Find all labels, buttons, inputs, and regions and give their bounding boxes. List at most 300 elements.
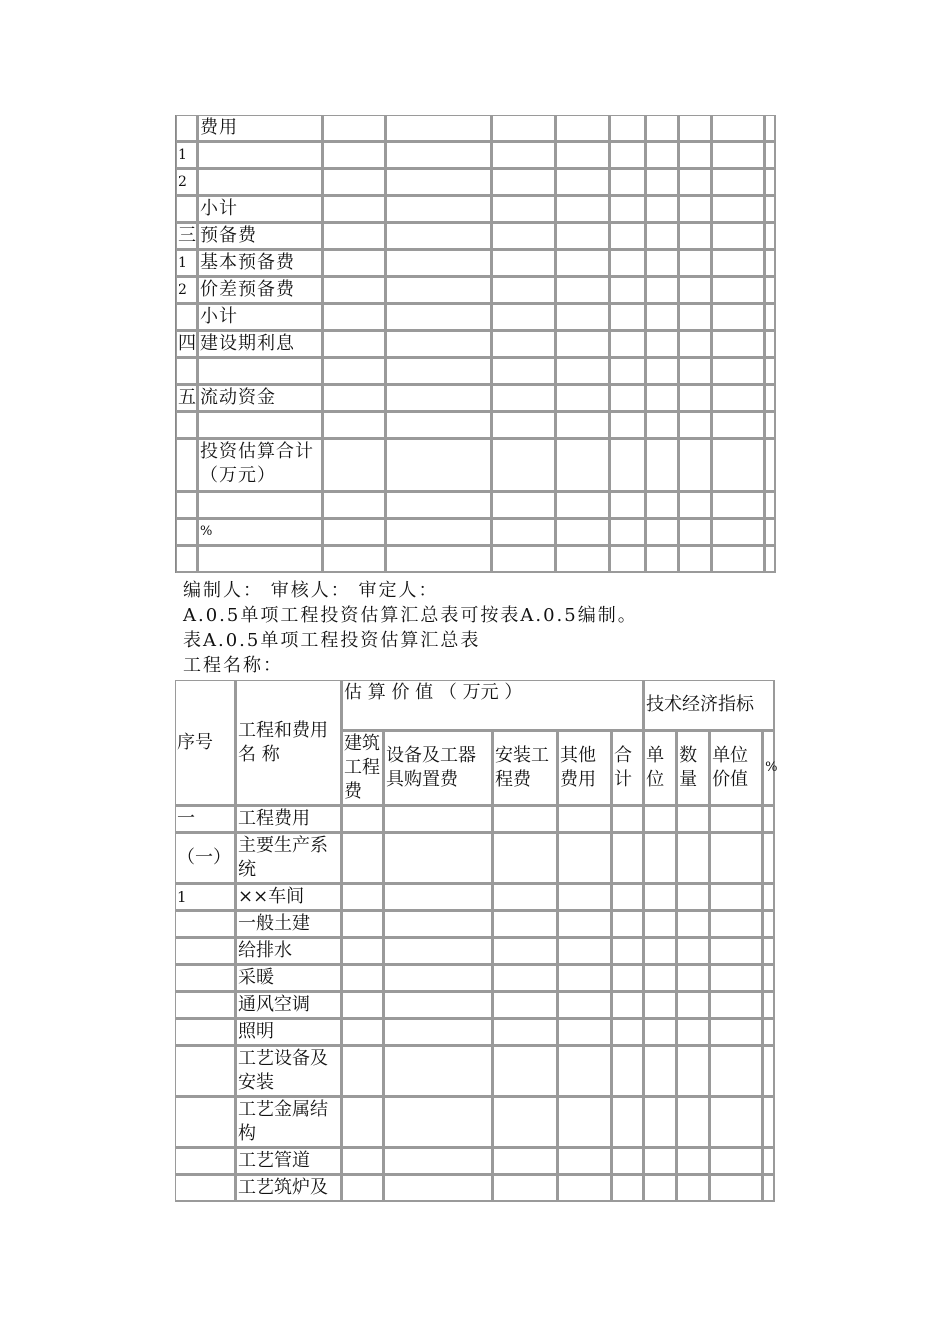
- empty-cell: [710, 1148, 763, 1175]
- table-row: [176, 439, 776, 492]
- table-row: [176, 331, 776, 358]
- row-name: 工程费用: [236, 806, 342, 833]
- empty-cell: [610, 250, 646, 277]
- empty-cell: [644, 806, 677, 833]
- empty-cell: [765, 546, 776, 573]
- row-name: 主要生产系统: [236, 833, 342, 884]
- row-number: [176, 196, 198, 223]
- row-name: [198, 169, 323, 196]
- header-tech-econ-index: 技术经济指标: [644, 680, 775, 731]
- empty-cell: [646, 304, 679, 331]
- empty-cell: [763, 806, 775, 833]
- empty-cell: [644, 1019, 677, 1046]
- table-header: [175, 680, 778, 806]
- empty-cell: [493, 911, 558, 938]
- empty-cell: [556, 358, 610, 385]
- empty-cell: [679, 412, 712, 439]
- empty-cell: [712, 223, 765, 250]
- empty-cell: [646, 546, 679, 573]
- row-number: 1: [176, 250, 198, 277]
- empty-cell: [493, 884, 558, 911]
- empty-cell: [384, 965, 493, 992]
- table-title: 表A.0.5单项工程投资估算汇总表: [183, 630, 481, 651]
- empty-cell: [558, 1148, 612, 1175]
- empty-cell: [712, 519, 765, 546]
- empty-cell: [677, 833, 710, 884]
- header-qty: 数量: [677, 731, 710, 806]
- empty-cell: [493, 833, 558, 884]
- empty-cell: [646, 196, 679, 223]
- empty-cell: [763, 1097, 775, 1148]
- empty-cell: [558, 965, 612, 992]
- empty-cell: [712, 385, 765, 412]
- empty-cell: [646, 331, 679, 358]
- empty-cell: [765, 412, 776, 439]
- empty-cell: [765, 358, 776, 385]
- empty-cell: [492, 115, 556, 142]
- row-number: [176, 115, 198, 142]
- row-name: 流动资金: [198, 385, 323, 412]
- row-number: [176, 304, 198, 331]
- empty-cell: [679, 358, 712, 385]
- empty-cell: [556, 546, 610, 573]
- empty-cell: [558, 1019, 612, 1046]
- empty-cell: [386, 412, 492, 439]
- empty-cell: [677, 1148, 710, 1175]
- empty-cell: [646, 223, 679, 250]
- empty-cell: [644, 1175, 677, 1202]
- empty-cell: [763, 911, 775, 938]
- table-row: [176, 115, 776, 142]
- empty-cell: [646, 492, 679, 519]
- empty-cell: [492, 331, 556, 358]
- empty-cell: [492, 304, 556, 331]
- empty-cell: [493, 1148, 558, 1175]
- header-seq: 序号: [175, 680, 236, 806]
- empty-cell: [612, 884, 644, 911]
- empty-cell: [492, 223, 556, 250]
- empty-cell: [323, 546, 386, 573]
- empty-cell: [556, 492, 610, 519]
- header-building-cost: 建筑工程费: [342, 731, 384, 806]
- empty-cell: [679, 546, 712, 573]
- empty-cell: [612, 806, 644, 833]
- empty-cell: [763, 1175, 775, 1202]
- empty-cell: [323, 385, 386, 412]
- empty-cell: [610, 169, 646, 196]
- empty-cell: [712, 331, 765, 358]
- empty-cell: [386, 331, 492, 358]
- table-row: [176, 169, 776, 196]
- table-row: [176, 304, 776, 331]
- row-name: 工艺管道: [236, 1148, 342, 1175]
- empty-cell: [765, 169, 776, 196]
- empty-cell: [384, 1097, 493, 1148]
- empty-cell: [765, 277, 776, 304]
- empty-cell: [386, 250, 492, 277]
- empty-cell: [765, 519, 776, 546]
- empty-cell: [646, 412, 679, 439]
- row-seq: （一）: [175, 833, 236, 884]
- empty-cell: [679, 519, 712, 546]
- empty-cell: [610, 439, 646, 492]
- empty-cell: [610, 358, 646, 385]
- empty-cell: [763, 1019, 775, 1046]
- signers-line: 编制人： 审核人： 审定人：: [183, 580, 439, 601]
- empty-cell: [492, 196, 556, 223]
- empty-cell: [610, 412, 646, 439]
- empty-cell: [763, 965, 775, 992]
- row-name: [198, 492, 323, 519]
- empty-cell: [677, 806, 710, 833]
- table-row: [175, 1175, 775, 1202]
- row-name: 建设期利息: [198, 331, 323, 358]
- empty-cell: [710, 992, 763, 1019]
- empty-cell: [342, 965, 384, 992]
- row-seq: 一: [175, 806, 236, 833]
- empty-cell: [556, 142, 610, 169]
- empty-cell: [644, 1046, 677, 1097]
- empty-cell: [646, 358, 679, 385]
- empty-cell: [556, 115, 610, 142]
- empty-cell: [492, 412, 556, 439]
- empty-cell: [556, 519, 610, 546]
- empty-cell: [342, 1148, 384, 1175]
- empty-cell: [610, 492, 646, 519]
- empty-cell: [492, 169, 556, 196]
- empty-cell: [677, 1175, 710, 1202]
- row-name: 基本预备费: [198, 250, 323, 277]
- table-row: [176, 519, 776, 546]
- empty-cell: [644, 884, 677, 911]
- empty-cell: [493, 1175, 558, 1202]
- row-name: [198, 546, 323, 573]
- empty-cell: [712, 492, 765, 519]
- table-row: [175, 1097, 775, 1148]
- table-row: [175, 884, 775, 911]
- empty-cell: [323, 304, 386, 331]
- empty-cell: [558, 992, 612, 1019]
- row-number: [176, 439, 198, 492]
- empty-cell: [386, 439, 492, 492]
- empty-cell: [558, 911, 612, 938]
- empty-cell: [558, 833, 612, 884]
- table-row: [176, 142, 776, 169]
- empty-cell: [323, 439, 386, 492]
- empty-cell: [492, 492, 556, 519]
- empty-cell: [612, 938, 644, 965]
- empty-cell: [765, 223, 776, 250]
- empty-cell: [644, 1097, 677, 1148]
- project-name-label: 工程名称：: [183, 655, 283, 676]
- header-install-cost: 安装工程费: [493, 731, 558, 806]
- empty-cell: [710, 911, 763, 938]
- table-row: [175, 992, 775, 1019]
- empty-cell: [493, 806, 558, 833]
- empty-cell: [384, 911, 493, 938]
- table-row: [175, 833, 775, 884]
- row-name: 工艺设备及安装: [236, 1046, 342, 1097]
- empty-cell: [342, 938, 384, 965]
- empty-cell: [644, 992, 677, 1019]
- empty-cell: [646, 439, 679, 492]
- empty-cell: [323, 223, 386, 250]
- row-name: 给排水: [236, 938, 342, 965]
- empty-cell: [386, 277, 492, 304]
- empty-cell: [679, 115, 712, 142]
- empty-cell: [679, 250, 712, 277]
- header-estimate-value: 估 算 价 值 （ 万元 ）: [342, 680, 644, 731]
- table-row: [176, 546, 776, 573]
- empty-cell: [323, 492, 386, 519]
- row-name: 小计: [198, 196, 323, 223]
- row-seq: [175, 1046, 236, 1097]
- empty-cell: [323, 412, 386, 439]
- empty-cell: [612, 965, 644, 992]
- empty-cell: [342, 1097, 384, 1148]
- empty-cell: [342, 1046, 384, 1097]
- header-total: 合计: [612, 731, 644, 806]
- empty-cell: [610, 142, 646, 169]
- empty-cell: [763, 992, 775, 1019]
- empty-cell: [646, 142, 679, 169]
- row-name: 费用: [198, 115, 323, 142]
- empty-cell: [765, 385, 776, 412]
- empty-cell: [765, 115, 776, 142]
- empty-cell: [712, 546, 765, 573]
- empty-cell: [612, 1148, 644, 1175]
- empty-cell: [610, 385, 646, 412]
- row-seq: [175, 1148, 236, 1175]
- empty-cell: [646, 250, 679, 277]
- empty-cell: [710, 938, 763, 965]
- table-row: [175, 1019, 775, 1046]
- empty-cell: [610, 519, 646, 546]
- empty-cell: [677, 1097, 710, 1148]
- empty-cell: [493, 1019, 558, 1046]
- empty-cell: [765, 304, 776, 331]
- empty-cell: [677, 965, 710, 992]
- empty-cell: [558, 1097, 612, 1148]
- empty-cell: [556, 277, 610, 304]
- empty-cell: [679, 492, 712, 519]
- empty-cell: [384, 1175, 493, 1202]
- header-percent: %: [763, 731, 775, 806]
- empty-cell: [556, 412, 610, 439]
- header-unit: 单位: [644, 731, 677, 806]
- empty-cell: [342, 806, 384, 833]
- empty-cell: [644, 1148, 677, 1175]
- empty-cell: [492, 142, 556, 169]
- empty-cell: [386, 358, 492, 385]
- empty-cell: [493, 965, 558, 992]
- row-name: %: [198, 519, 323, 546]
- empty-cell: [612, 1019, 644, 1046]
- table-row: [175, 911, 775, 938]
- empty-cell: [712, 277, 765, 304]
- empty-cell: [558, 938, 612, 965]
- empty-cell: [492, 546, 556, 573]
- empty-cell: [765, 196, 776, 223]
- empty-cell: [612, 1046, 644, 1097]
- empty-cell: [765, 439, 776, 492]
- empty-cell: [763, 1046, 775, 1097]
- row-number: [176, 492, 198, 519]
- empty-cell: [492, 250, 556, 277]
- empty-cell: [712, 169, 765, 196]
- empty-cell: [710, 806, 763, 833]
- empty-cell: [386, 196, 492, 223]
- row-number: 四: [176, 331, 198, 358]
- empty-cell: [342, 1019, 384, 1046]
- row-name: 一般土建: [236, 911, 342, 938]
- empty-cell: [493, 938, 558, 965]
- empty-cell: [323, 142, 386, 169]
- empty-cell: [710, 884, 763, 911]
- empty-cell: [492, 358, 556, 385]
- row-number: 2: [176, 169, 198, 196]
- row-name: 工艺金属结构: [236, 1097, 342, 1148]
- row-seq: [175, 1019, 236, 1046]
- empty-cell: [646, 277, 679, 304]
- empty-cell: [556, 331, 610, 358]
- empty-cell: [323, 277, 386, 304]
- empty-cell: [384, 1019, 493, 1046]
- row-name: 工艺筑炉及: [236, 1175, 342, 1202]
- row-seq: [175, 992, 236, 1019]
- empty-cell: [763, 938, 775, 965]
- row-number: 1: [176, 142, 198, 169]
- empty-cell: [342, 1175, 384, 1202]
- table-row: [176, 358, 776, 385]
- empty-cell: [558, 1175, 612, 1202]
- empty-cell: [323, 358, 386, 385]
- table-row: [176, 250, 776, 277]
- row-name: [198, 142, 323, 169]
- empty-cell: [342, 833, 384, 884]
- row-name: ××车间: [236, 884, 342, 911]
- empty-cell: [644, 965, 677, 992]
- empty-cell: [679, 331, 712, 358]
- empty-cell: [556, 250, 610, 277]
- empty-cell: [556, 439, 610, 492]
- empty-cell: [763, 833, 775, 884]
- empty-cell: [712, 412, 765, 439]
- empty-cell: [342, 884, 384, 911]
- table-row: [176, 196, 776, 223]
- empty-cell: [610, 115, 646, 142]
- row-seq: [175, 1175, 236, 1202]
- empty-cell: [763, 884, 775, 911]
- empty-cell: [612, 992, 644, 1019]
- empty-cell: [612, 911, 644, 938]
- empty-cell: [710, 1046, 763, 1097]
- empty-cell: [556, 196, 610, 223]
- row-name: 照明: [236, 1019, 342, 1046]
- table-note: A.0.5单项工程投资估算汇总表可按表A.0.5编制。: [183, 605, 638, 626]
- empty-cell: [323, 196, 386, 223]
- empty-cell: [384, 806, 493, 833]
- empty-cell: [384, 1148, 493, 1175]
- row-number: 三: [176, 223, 198, 250]
- table-row: [176, 492, 776, 519]
- empty-cell: [679, 142, 712, 169]
- table-row: [176, 385, 776, 412]
- empty-cell: [712, 115, 765, 142]
- empty-cell: [323, 519, 386, 546]
- row-number: [176, 412, 198, 439]
- empty-cell: [712, 304, 765, 331]
- empty-cell: [712, 196, 765, 223]
- row-number: 2: [176, 277, 198, 304]
- header-name: 工程和费用名 称: [236, 680, 342, 806]
- empty-cell: [556, 304, 610, 331]
- empty-cell: [679, 385, 712, 412]
- empty-cell: [556, 385, 610, 412]
- empty-cell: [384, 1046, 493, 1097]
- empty-cell: [612, 833, 644, 884]
- empty-cell: [492, 385, 556, 412]
- empty-cell: [646, 519, 679, 546]
- empty-cell: [710, 1019, 763, 1046]
- empty-cell: [610, 304, 646, 331]
- row-name: 预备费: [198, 223, 323, 250]
- empty-cell: [493, 1046, 558, 1097]
- empty-cell: [610, 196, 646, 223]
- row-name: 通风空调: [236, 992, 342, 1019]
- row-name: 采暖: [236, 965, 342, 992]
- empty-cell: [612, 1175, 644, 1202]
- empty-cell: [710, 833, 763, 884]
- empty-cell: [763, 1148, 775, 1175]
- row-seq: [175, 938, 236, 965]
- empty-cell: [712, 358, 765, 385]
- row-name: [198, 412, 323, 439]
- empty-cell: [610, 546, 646, 573]
- table-body: [175, 806, 775, 1202]
- empty-cell: [679, 277, 712, 304]
- row-seq: 1: [175, 884, 236, 911]
- row-name: 小计: [198, 304, 323, 331]
- table-row: [175, 938, 775, 965]
- row-number: [176, 546, 198, 573]
- table-row: [176, 277, 776, 304]
- empty-cell: [677, 1046, 710, 1097]
- empty-cell: [710, 965, 763, 992]
- empty-cell: [677, 938, 710, 965]
- empty-cell: [558, 884, 612, 911]
- empty-cell: [556, 169, 610, 196]
- empty-cell: [712, 250, 765, 277]
- empty-cell: [710, 1097, 763, 1148]
- table-row: [175, 1046, 775, 1097]
- row-name: 投资估算合计（万元）: [198, 439, 323, 492]
- empty-cell: [765, 250, 776, 277]
- empty-cell: [765, 142, 776, 169]
- empty-cell: [677, 1019, 710, 1046]
- empty-cell: [386, 169, 492, 196]
- empty-cell: [323, 250, 386, 277]
- empty-cell: [384, 992, 493, 1019]
- empty-cell: [610, 277, 646, 304]
- empty-cell: [712, 142, 765, 169]
- empty-cell: [765, 492, 776, 519]
- estimate-table-continued: [175, 115, 776, 573]
- empty-cell: [386, 492, 492, 519]
- empty-cell: [644, 911, 677, 938]
- empty-cell: [644, 833, 677, 884]
- estimate-table-body: [176, 115, 776, 573]
